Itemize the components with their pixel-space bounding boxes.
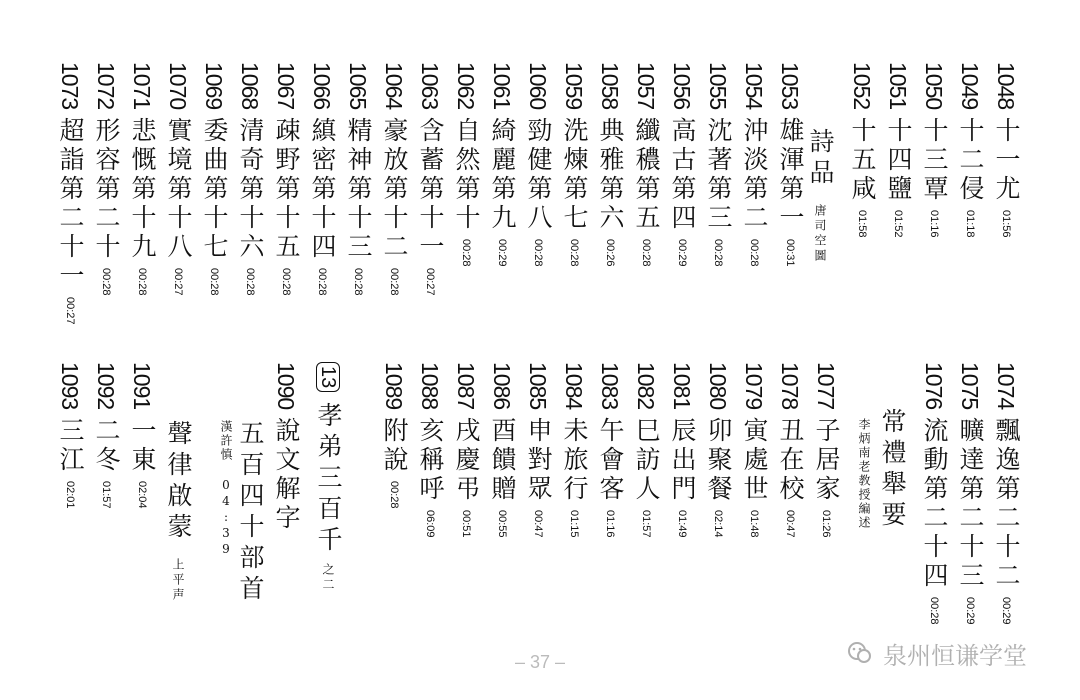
item-number: 1084	[561, 362, 587, 410]
item-title: 戌慶弔	[452, 417, 481, 505]
item-number: 1059	[561, 62, 587, 110]
item-title: 流動第二十四	[920, 417, 949, 592]
list-item	[994, 62, 1019, 238]
watermark-text: 泉州恒谦学堂	[883, 641, 1027, 670]
item-title: 高古第四	[668, 117, 697, 234]
list-item	[418, 62, 443, 296]
list-item	[922, 62, 947, 238]
item-title: 形容第二十	[92, 117, 121, 263]
item-number: 1063	[417, 62, 443, 110]
item-title: 巳訪人	[632, 417, 661, 505]
list-item	[130, 362, 155, 509]
list-item	[490, 362, 515, 538]
item-duration: 02:04	[136, 481, 148, 509]
item-number: 1085	[525, 362, 551, 410]
item-title: 寅處世	[740, 417, 769, 505]
list-item	[454, 62, 479, 267]
item-title: 亥稱呼	[416, 417, 445, 505]
item-duration: 01:18	[964, 210, 976, 238]
item-duration: 00:47	[784, 510, 796, 538]
item-duration: 01:56	[1000, 210, 1012, 238]
section-header	[166, 420, 191, 603]
item-title: 二冬	[92, 417, 121, 476]
list-item	[526, 362, 551, 538]
item-duration: 00:28	[244, 268, 256, 296]
item-number: 1086	[489, 362, 515, 410]
list-item	[634, 362, 659, 538]
item-duration: 02:01	[64, 481, 76, 509]
item-duration: 01:15	[568, 510, 580, 538]
item-number: 1090	[273, 362, 299, 410]
list-item	[886, 62, 911, 238]
side-note	[858, 418, 870, 530]
item-duration: 00:29	[496, 239, 508, 267]
item-duration: 00:29	[676, 239, 688, 267]
item-title: 超詣第二十一	[56, 117, 85, 292]
item-duration: 01:49	[676, 510, 688, 538]
item-title: 縝密第十四	[308, 117, 337, 263]
item-duration: 00:28	[568, 239, 580, 267]
list-item	[238, 62, 263, 296]
item-number: 1092	[93, 362, 119, 410]
list-item	[634, 62, 659, 267]
item-number: 1068	[237, 62, 263, 110]
page-number: – 37 –	[514, 652, 566, 672]
item-number: 1076	[921, 362, 947, 410]
item-duration: 01:57	[640, 510, 652, 538]
volume-header	[316, 362, 341, 593]
list-item	[742, 62, 767, 267]
section-author: 唐司空圖	[813, 204, 827, 264]
item-duration: 00:27	[424, 268, 436, 296]
section-header	[808, 128, 833, 264]
list-item	[598, 62, 623, 267]
item-number: 1074	[993, 362, 1019, 410]
item-duration: 00:28	[388, 268, 400, 296]
volume-title: 孝弟三百千	[314, 402, 343, 558]
item-duration: 01:16	[928, 210, 940, 238]
list-item	[382, 362, 407, 509]
side-note-text: 漢許慎 04:39	[219, 420, 233, 558]
item-number: 1050	[921, 62, 947, 110]
item-duration: 00:28	[352, 268, 364, 296]
item-title: 午會客	[596, 417, 625, 505]
item-duration: 01:52	[892, 210, 904, 238]
list-item	[310, 62, 335, 296]
item-title: 沖淡第二	[740, 117, 769, 234]
item-title: 未旅行	[560, 417, 589, 505]
list-item	[670, 362, 695, 538]
item-duration: 01:58	[856, 210, 868, 238]
item-title: 委曲第十七	[200, 117, 229, 263]
item-duration: 00:28	[208, 268, 220, 296]
item-title: 豪放第十二	[380, 117, 409, 263]
item-title: 典雅第六	[596, 117, 625, 234]
list-item	[742, 362, 767, 538]
item-title: 疎野第十五	[272, 117, 301, 263]
list-item	[130, 62, 155, 296]
item-duration: 01:57	[100, 481, 112, 509]
item-number: 1077	[813, 362, 839, 410]
list-item	[814, 362, 839, 538]
list-item	[562, 362, 587, 538]
item-duration: 00:26	[604, 239, 616, 267]
item-title: 子居家	[812, 417, 841, 505]
item-number: 1066	[309, 62, 335, 110]
item-title: 清奇第十六	[236, 117, 265, 263]
item-duration: 00:47	[532, 510, 544, 538]
list-item	[382, 62, 407, 296]
item-number: 1069	[201, 62, 227, 110]
list-item	[994, 362, 1019, 625]
list-item	[166, 62, 191, 296]
item-number: 1048	[993, 62, 1019, 110]
list-item	[526, 62, 551, 267]
side-note-text: 李炳南老教授編述	[857, 418, 871, 530]
item-duration: 01:26	[820, 510, 832, 538]
item-number: 1072	[93, 62, 119, 110]
item-title: 卯聚餐	[704, 417, 733, 505]
item-duration: 00:51	[460, 510, 472, 538]
item-title: 洗煉第七	[560, 117, 589, 234]
list-item	[58, 62, 83, 325]
list-item	[958, 62, 983, 238]
item-number: 1087	[453, 362, 479, 410]
list-item	[58, 362, 83, 509]
list-item	[202, 62, 227, 296]
item-number: 1078	[777, 362, 803, 410]
item-duration: 01:48	[748, 510, 760, 538]
item-title: 悲慨第十九	[128, 117, 157, 263]
item-title: 纖穠第五	[632, 117, 661, 234]
section-author: 上平声	[171, 558, 185, 603]
item-title: 精神第十三	[344, 117, 373, 263]
item-duration: 06:09	[424, 510, 436, 538]
list-item	[490, 62, 515, 267]
list-item	[598, 362, 623, 538]
item-title: 一東	[128, 417, 157, 476]
section-title: 聲律啟蒙	[164, 420, 193, 544]
list-item	[778, 362, 803, 538]
item-number: 1056	[669, 62, 695, 110]
item-number: 1065	[345, 62, 371, 110]
list-item	[562, 62, 587, 267]
section-title: 五百四十部首	[236, 420, 265, 606]
item-title: 說文解字	[272, 417, 301, 534]
item-number: 1080	[705, 362, 731, 410]
item-number: 1073	[57, 62, 83, 110]
list-item	[274, 62, 299, 296]
item-number: 1060	[525, 62, 551, 110]
item-number: 1071	[129, 62, 155, 110]
item-number: 1082	[633, 362, 659, 410]
section-title: 常禮舉要	[878, 408, 907, 532]
item-duration: 00:27	[64, 297, 76, 325]
item-title: 十五咸	[848, 117, 877, 205]
list-item	[958, 362, 983, 625]
item-title: 辰出門	[668, 417, 697, 505]
item-number: 1081	[669, 362, 695, 410]
section-header	[880, 408, 905, 532]
item-title: 丑在校	[776, 417, 805, 505]
item-title: 飄逸第二十二	[992, 417, 1021, 592]
item-duration: 00:28	[280, 268, 292, 296]
item-title: 綺麗第九	[488, 117, 517, 234]
volume-note: 之二	[321, 563, 335, 594]
watermark	[845, 636, 1027, 670]
item-title: 自然第十	[452, 117, 481, 234]
item-number: 1079	[741, 362, 767, 410]
list-item	[94, 362, 119, 509]
item-duration: 00:28	[460, 239, 472, 267]
item-title: 含蓄第十一	[416, 117, 445, 263]
list-item	[706, 362, 731, 538]
item-title: 附說	[380, 417, 409, 476]
item-duration: 00:28	[100, 268, 112, 296]
item-title: 勁健第八	[524, 117, 553, 234]
item-number: 1083	[597, 362, 623, 410]
item-title: 十三覃	[920, 117, 949, 205]
list-item	[274, 362, 299, 533]
list-item	[94, 62, 119, 296]
item-number: 1053	[777, 62, 803, 110]
item-number: 1055	[705, 62, 731, 110]
item-number: 1057	[633, 62, 659, 110]
item-duration: 00:28	[712, 239, 724, 267]
item-number: 1062	[453, 62, 479, 110]
item-duration: 02:14	[712, 510, 724, 538]
item-duration: 00:55	[496, 510, 508, 538]
item-number: 1051	[885, 62, 911, 110]
item-number: 1049	[957, 62, 983, 110]
wechat-icon	[845, 638, 875, 668]
item-number: 1093	[57, 362, 83, 410]
item-number: 1052	[849, 62, 875, 110]
list-item	[778, 62, 803, 267]
item-duration: 00:28	[640, 239, 652, 267]
list-item	[850, 62, 875, 238]
item-duration: 00:28	[928, 597, 940, 625]
volume-badge: 13	[316, 362, 340, 392]
list-item	[922, 362, 947, 625]
item-title: 雄渾第一	[776, 117, 805, 234]
item-number: 1075	[957, 362, 983, 410]
item-duration: 00:28	[136, 268, 148, 296]
item-title: 實境第十八	[164, 117, 193, 263]
item-title: 十四鹽	[884, 117, 913, 205]
item-duration: 00:28	[748, 239, 760, 267]
item-duration: 01:16	[604, 510, 616, 538]
item-number: 1064	[381, 62, 407, 110]
section-header	[238, 420, 263, 606]
item-title: 三江	[56, 417, 85, 476]
item-title: 酉饋贈	[488, 417, 517, 505]
item-number: 1054	[741, 62, 767, 110]
side-note	[220, 420, 232, 558]
item-duration: 00:29	[964, 597, 976, 625]
list-item	[418, 362, 443, 538]
item-title: 沈著第三	[704, 117, 733, 234]
item-duration: 00:27	[172, 268, 184, 296]
item-number: 1089	[381, 362, 407, 410]
list-item	[346, 62, 371, 296]
item-duration: 00:28	[316, 268, 328, 296]
item-duration: 00:31	[784, 239, 796, 267]
list-item	[454, 362, 479, 538]
item-number: 1061	[489, 62, 515, 110]
item-title: 曠達第二十三	[956, 417, 985, 592]
item-number: 1067	[273, 62, 299, 110]
item-title: 十二侵	[956, 117, 985, 205]
item-duration: 00:28	[388, 481, 400, 509]
item-number: 1058	[597, 62, 623, 110]
item-number: 1091	[129, 362, 155, 410]
list-item	[670, 62, 695, 267]
item-number: 1088	[417, 362, 443, 410]
item-title: 申對眾	[524, 417, 553, 505]
item-number: 1070	[165, 62, 191, 110]
section-title: 詩品	[806, 128, 835, 190]
item-duration: 00:29	[1000, 597, 1012, 625]
item-duration: 00:28	[532, 239, 544, 267]
list-item	[706, 62, 731, 267]
item-title: 十一尤	[992, 117, 1021, 205]
